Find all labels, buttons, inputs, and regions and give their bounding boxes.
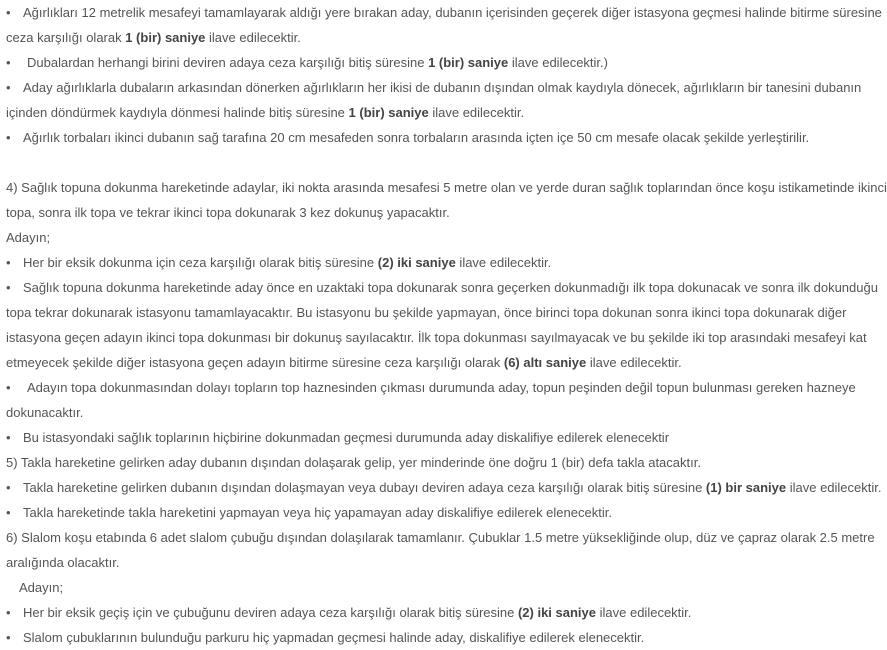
- bullet-marker: •: [6, 130, 11, 145]
- line-text: Bu istasyondaki sağlık toplarının hiçbirine dokunmadan geçmesi durumunda aday diskalifiye edilerek elenecektir: [23, 430, 670, 445]
- line-text: ilave edilecektir.: [428, 105, 525, 120]
- line-text: ceza karşılığı olarak: [6, 30, 126, 45]
- line-text: Her bir eksik dokunma için ceza karşılığı olarak bitiş süresine: [23, 255, 378, 270]
- bullet-marker: •: [6, 380, 11, 395]
- line-text: Adayın;: [6, 230, 51, 245]
- text-line: [6, 625, 839, 650]
- line-text: Dubalardan herhangi birini deviren adaya ceza karşılığı bitiş süresine: [27, 55, 429, 70]
- text-line: [6, 0, 882, 25]
- bullet-marker: •: [6, 605, 11, 620]
- line-text: Takla hareketine gelirken dubanın dışından dolaşmayan veya dubayı deviren adaya ceza karşılığı olarak bitiş süresine: [23, 480, 706, 495]
- text-line: [6, 275, 878, 300]
- line-text: 4) Sağlık topuna dokunma hareketinde adaylar, iki nokta arasında mesafesi 5 metre olan ve yerde duran sağlık toplarından önce koşu istikametinde ikinci: [6, 180, 887, 195]
- bullet-marker: •: [6, 280, 11, 295]
- bold-penalty-text: 1 (bir) saniye: [348, 105, 429, 120]
- text-line: [6, 150, 839, 175]
- line-text: ilave edilecektir.): [508, 55, 608, 70]
- line-text: topa, sonra ilk topa ve tekrar ikinci topa dokunarak 3 kez dokunuş yapacaktır.: [6, 205, 450, 220]
- bullet-marker: •: [6, 480, 11, 495]
- line-text: Ağırlık torbaları ikinci dubanın sağ tarafına 20 cm mesafeden sonra torbaların arasında içten içe 50 cm mesafe olacak şekilde yerleştirilir.: [23, 130, 810, 145]
- line-text: aralığında olacaktır.: [6, 555, 120, 570]
- text-line: [6, 250, 839, 275]
- line-text: Aday ağırlıklarla dubaların arkasından dönerken ağırlıkların her ikisi de dubanın dışından olmak kaydıyla dönecek, ağırlıkların bir tanesini dubanın: [23, 80, 862, 95]
- line-text: Her bir eksik geçiş için ve çubuğunu deviren adaya ceza karşılığı olarak bitiş süresine: [23, 605, 518, 620]
- text-line: [6, 75, 862, 100]
- line-text: Ağırlıkları 12 metrelik mesafeyi tamamlayarak aldığı yere bırakan aday, dubanın içerisinden geçerek diğer istasyona geçmesi halinde bitirme süresine: [23, 5, 882, 20]
- text-line: [6, 575, 839, 600]
- bullet-marker: •: [6, 630, 11, 645]
- bold-penalty-text: 1 (bir) saniye: [125, 30, 206, 45]
- line-text: Takla hareketinde takla hareketini yapmayan veya hiç yapamayan aday diskalifiye edilerek elenecektir.: [23, 505, 612, 520]
- text-line: [6, 550, 839, 575]
- text-line: [6, 375, 856, 400]
- text-line: [6, 350, 839, 375]
- line-text: içinden döndürmek kaydıyla dönmesi halinde bitiş süresine: [6, 105, 349, 120]
- text-line: [6, 25, 839, 50]
- text-line: [6, 475, 882, 500]
- line-text: Adayın topa dokunmasından dolayı topların top haznesinden çıkması durumunda aday, topun peşinden değil topun bulunması gereken hazneye: [27, 380, 856, 395]
- bold-penalty-text: (6) altı saniye: [503, 355, 587, 370]
- line-text: ilave edilecektir.: [586, 355, 682, 370]
- line-text: ilave edilecektir.: [455, 255, 552, 270]
- bullet-marker: •: [6, 430, 11, 445]
- bold-penalty-text: 1 (bir) saniye: [428, 55, 509, 70]
- bullet-marker: •: [6, 55, 11, 70]
- bullet-marker: •: [6, 255, 11, 270]
- bold-penalty-text: (1) bir saniye: [705, 480, 787, 495]
- text-line: [6, 175, 887, 200]
- bullet-marker: •: [6, 80, 11, 95]
- line-text: Slalom çubuklarının bulunduğu parkuru hiç yapmadan geçmesi halinde aday, diskalifiye edilerek elenecektir.: [23, 630, 645, 645]
- text-line: [6, 125, 839, 150]
- bold-penalty-text: (2) iki saniye: [517, 605, 597, 620]
- text-line: [6, 100, 839, 125]
- line-text: 6) Slalom koşu etabında 6 adet slalom çubuğu dışından dolaşılarak tamamlanır. Çubuklar 1.5 metre yüksekliğinde olup, düz ve çapraz olarak 2.5 metre: [6, 530, 875, 545]
- text-line: [6, 400, 839, 425]
- bullet-marker: •: [6, 505, 11, 520]
- text-line: [6, 200, 839, 225]
- text-line: [6, 600, 839, 625]
- line-text: etmeyecek şekilde diğer istasyona geçen adayın bitirme süresine ceza karşılığı olarak: [6, 355, 504, 370]
- text-line: [6, 500, 839, 525]
- line-text: ilave edilecektir.: [786, 480, 882, 495]
- line-text: 5) Takla hareketine gelirken aday dubanın dışından dolaşarak gelip, yer minderinde öne doğru 1 (bir) defa takla atacaktır.: [6, 455, 701, 470]
- text-line: [6, 225, 839, 250]
- line-text: ilave edilecektir.: [205, 30, 301, 45]
- line-text: Sağlık topuna dokunma hareketinde aday önce en uzaktaki topa dokunarak sonra geçerken dokunmadığı ilk topa dokunacak ve sonra ilk dokunduğu: [23, 280, 878, 295]
- bullet-marker: •: [6, 5, 11, 20]
- line-text: topa tekrar dokunarak istasyonu tamamlayacaktır. Bu istasyonu bu şekilde yapmayan, önce birinci topa dokunan sonra ikinci topa dokunarak diğer: [6, 305, 847, 320]
- text-line: [6, 325, 867, 350]
- text-line: [6, 50, 839, 75]
- line-text: Adayın;: [19, 580, 64, 595]
- line-text: dokunacaktır.: [6, 405, 84, 420]
- text-line: [6, 450, 839, 475]
- text-line: [6, 425, 839, 450]
- text-line: [6, 525, 875, 550]
- line-text: ilave edilecektir.: [596, 605, 692, 620]
- text-line: [6, 300, 847, 325]
- line-text: istasyona geçen adayın ikinci topa dokunması bir dokunuş sayılacaktır. İlk topa dokunması sayılmayacak ve bu şekilde iki top arasındaki mesafeyi kat: [6, 330, 867, 345]
- bold-penalty-text: (2) iki saniye: [377, 255, 456, 270]
